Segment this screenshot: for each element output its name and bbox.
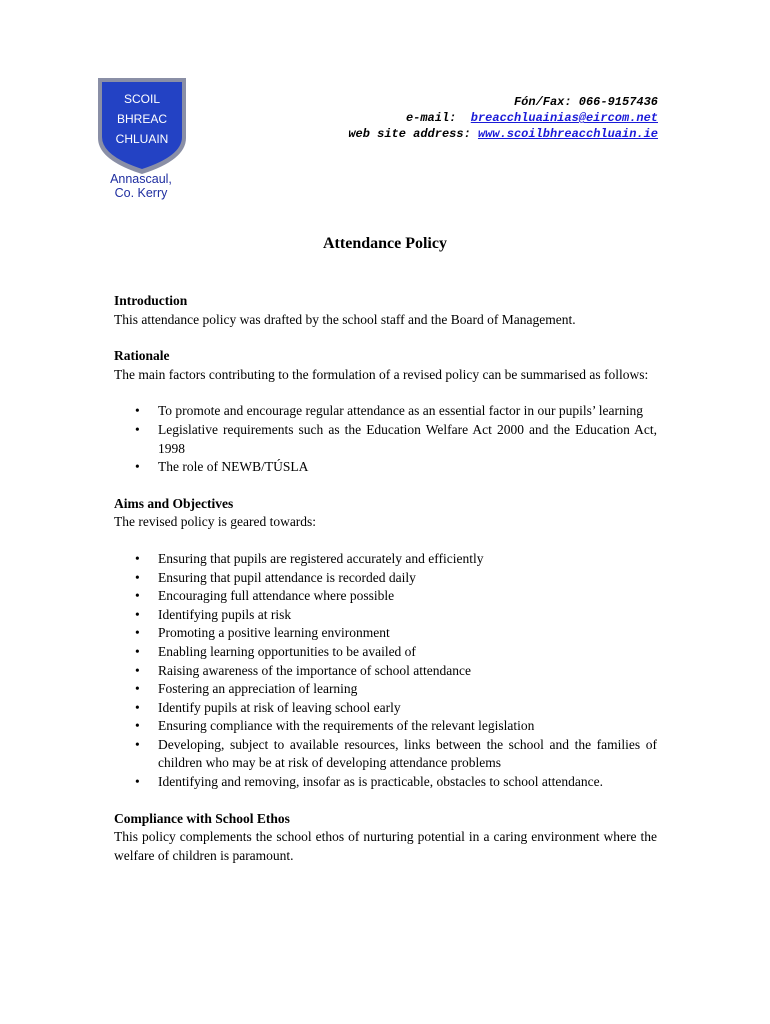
ethos-text: This policy complements the school ethos of nurturing potential in a caring environment where the welfare of children is paramount. xyxy=(114,829,657,863)
aims-heading: Aims and Objectives xyxy=(114,495,234,511)
list-item: • Ensuring compliance with the requirements of the relevant legislation xyxy=(114,717,657,736)
page-title: Attendance Policy xyxy=(323,235,447,252)
list-item: • Ensuring that pupil attendance is recorded daily xyxy=(114,569,657,588)
email-line xyxy=(406,110,658,126)
introduction-heading: Introduction xyxy=(114,293,188,308)
phone-fax: Fón/Fax: 066-9157436 xyxy=(513,95,658,109)
list-item: • Enabling learning opportunities to be availed of xyxy=(114,643,657,662)
list-item: • Identifying and removing, insofar as is practicable, obstacles to school attendance. xyxy=(114,773,657,792)
website-line xyxy=(348,126,658,142)
list-item: • The role of NEWB/TÚSLA xyxy=(114,458,657,477)
ethos-heading: Compliance with School Ethos xyxy=(114,810,290,826)
introduction-text: This attendance policy was drafted by the school staff and the Board of Management. xyxy=(114,311,576,327)
website-label: web site address: xyxy=(348,127,471,141)
list-item: • Ensuring that pupils are registered accurately and efficiently xyxy=(114,550,657,569)
list-item: • Identify pupils at risk of leaving school early xyxy=(114,699,657,718)
list-item: • Developing, subject to available resources, links between the school and the families of children who may be at risk of developing attendance problems xyxy=(114,736,657,773)
crest-text-line2: BHREAC xyxy=(116,112,168,126)
list-item: • Fostering an appreciation of learning xyxy=(114,680,657,699)
rationale-text: The main factors contributing to the formulation of a revised policy can be summarised as follows: xyxy=(114,366,649,382)
policy-body xyxy=(114,292,657,865)
school-crest-logo xyxy=(96,76,188,176)
crest-text-line3: CHLUAIN xyxy=(115,132,169,146)
website-link[interactable]: www.scoilbhreacchluain.ie xyxy=(477,127,658,141)
crest-text-line1: SCOIL xyxy=(123,92,161,106)
list-item: • Raising awareness of the importance of school attendance xyxy=(114,662,657,681)
email-label: e-mail: xyxy=(405,111,457,125)
school-location-line2: Co. Kerry xyxy=(114,186,168,200)
aims-list xyxy=(114,550,657,792)
school-location-line1: Annascaul, xyxy=(110,172,172,186)
list-item: • Legislative requirements such as the Education Welfare Act 2000 and the Education Act, 1998 xyxy=(114,421,657,458)
list-item: • Identifying pupils at risk xyxy=(114,606,657,625)
rationale-heading: Rationale xyxy=(114,348,170,364)
email-link[interactable]: breacchluainias@eircom.net xyxy=(470,111,658,125)
list-item: • Encouraging full attendance where possible xyxy=(114,587,657,606)
aims-text: The revised policy is geared towards: xyxy=(114,514,317,530)
list-item: • Promoting a positive learning environment xyxy=(114,624,657,643)
rationale-list xyxy=(114,402,657,476)
list-item: • To promote and encourage regular attendance as an essential factor in our pupils’ learning xyxy=(114,402,657,421)
